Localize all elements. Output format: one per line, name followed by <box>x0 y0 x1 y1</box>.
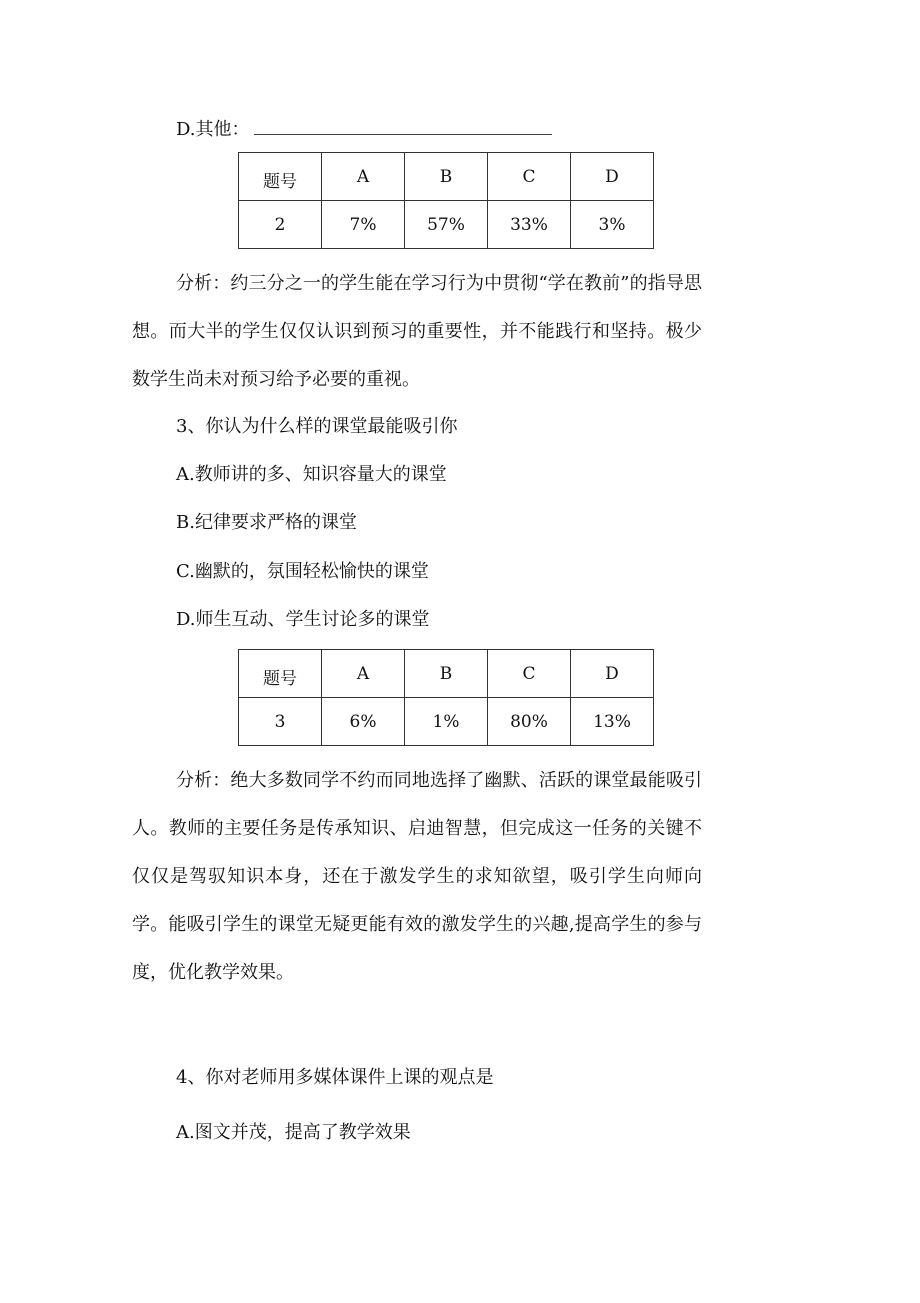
data-cell: 7% <box>322 201 405 249</box>
fill-in-blank <box>254 118 552 135</box>
header-cell: 题号 <box>239 153 322 201</box>
table-header-row <box>239 153 654 201</box>
data-cell: 57% <box>405 201 488 249</box>
header-cell: D <box>571 650 654 698</box>
data-cell: 1% <box>405 698 488 746</box>
header-cell: A <box>322 153 405 201</box>
header-cell: C <box>488 153 571 201</box>
q3-results-table <box>238 649 654 746</box>
q4-question: 4、你对老师用多媒体课件上课的观点是 <box>176 1067 494 1088</box>
data-cell: 6% <box>322 698 405 746</box>
header-cell: A <box>322 650 405 698</box>
option-d-label: D.其他： <box>176 119 250 140</box>
header-cell: B <box>405 650 488 698</box>
q3-analysis: 分析：绝大多数同学不约而同地选择了幽默、活跃的课堂最能吸引人。教师的主要任务是传承知识、启迪智慧，但完成这一任务的关键不仅仅是驾驭知识本身，还在于激发学生的求知欲望，吸引学生向师向学。能吸引学生的课堂无疑更能有效的激发学生的兴趣,提高学生的参与度，优化教学效果。 <box>132 770 702 983</box>
data-cell: 33% <box>488 201 571 249</box>
data-cell: 13% <box>571 698 654 746</box>
header-cell: C <box>488 650 571 698</box>
q3-option-d: D.师生互动、学生讨论多的课堂 <box>176 609 430 630</box>
data-cell: 80% <box>488 698 571 746</box>
header-cell: B <box>405 153 488 201</box>
header-cell: D <box>571 153 654 201</box>
table-row <box>239 698 654 746</box>
table-header-row <box>239 650 654 698</box>
q2-analysis: 分析：约三分之一的学生能在学习行为中贯彻“学在教前”的指导思想。而大半的学生仅仅认识到预习的重要性，并不能践行和坚持。极少数学生尚未对预习给予必要的重视。 <box>132 273 702 390</box>
data-cell: 3% <box>571 201 654 249</box>
q2-option-d <box>176 118 552 142</box>
table-row <box>239 201 654 249</box>
data-cell: 2 <box>239 201 322 249</box>
q3-option-b: B.纪律要求严格的课堂 <box>176 512 357 533</box>
q2-results-table <box>238 152 654 249</box>
q3-option-a: A.教师讲的多、知识容量大的课堂 <box>176 464 447 485</box>
data-cell: 3 <box>239 698 322 746</box>
header-cell: 题号 <box>239 650 322 698</box>
q3-option-c: C.幽默的，氛围轻松愉快的课堂 <box>176 561 429 582</box>
q3-question: 3、你认为什么样的课堂最能吸引你 <box>176 416 458 437</box>
q4-option-a: A.图文并茂，提高了教学效果 <box>176 1122 411 1143</box>
